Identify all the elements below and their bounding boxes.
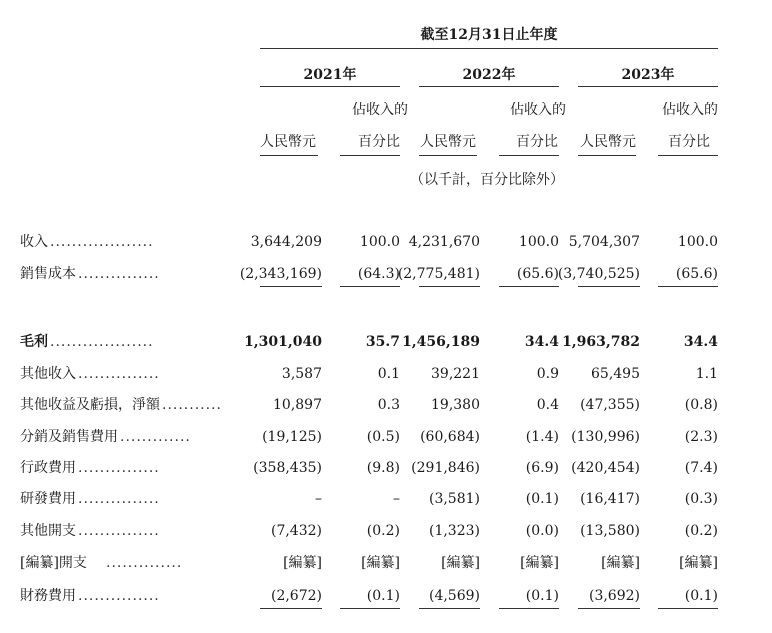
cell-value: – [315,491,322,507]
subtotal-rule [499,286,559,287]
cell-value: (0.1) [684,588,718,604]
row-dots: ............. [120,429,191,445]
rmb-header-2021: 人民幣元 [260,134,316,150]
pct-header-2021-l1: 佔收入的 [352,102,408,118]
cell-value: (0.2) [684,523,718,539]
col-rule-1 [260,155,318,156]
cell-value: 3,644,209 [250,234,322,250]
cell-value: (0.1) [525,491,559,507]
cell-value: (0.8) [684,397,718,413]
col-rule-5 [578,155,636,156]
year-2021: 2021年 [303,67,357,83]
row-dots: ............... [78,523,160,539]
row-dots: .............. [106,555,183,571]
cell-value: 1.1 [695,366,718,382]
rmb-header-2023: 人民幣元 [580,134,636,150]
cell-value: (0.3) [684,491,718,507]
cell-value: 1,963,782 [562,334,640,350]
subtotal-rule [499,608,559,609]
row-label: 其他收入 [20,366,76,382]
cell-value: 19,380 [431,397,480,413]
subtotal-rule [419,608,480,609]
row-label: 毛利 [20,334,48,350]
cell-value: (65.6) [516,266,559,282]
cell-value: 100.0 [677,234,718,250]
subtotal-rule [340,286,400,287]
cell-value: (60,684) [420,429,480,445]
cell-value: – [393,491,400,507]
cell-value: 5,704,307 [568,234,640,250]
unit-note: （以千計，百分比除外） [410,172,564,188]
cell-value: 100.0 [518,234,559,250]
cell-value: (2,343,169) [239,266,322,282]
pct-header-2023-l1: 佔收入的 [662,102,718,118]
cell-value: [編纂] [361,555,400,571]
cell-value: 3,587 [281,366,322,382]
cell-value: (16,417) [580,491,640,507]
cell-value: (0.1) [525,588,559,604]
cell-value: (291,846) [411,460,480,476]
pct-header-2022-l1: 佔收入的 [510,102,566,118]
subtotal-rule [340,608,400,609]
cell-value: (47,355) [580,397,640,413]
row-dots: ............... [78,491,160,507]
row-label: [編纂]開支 [20,555,87,571]
row-dots: ............... [78,266,160,282]
subtotal-rule [419,286,480,287]
col-rule-2 [340,155,400,156]
row-label: 銷售成本 [20,266,76,282]
subtotal-rule [260,608,322,609]
subtotal-rule [658,608,718,609]
cell-value: [編纂] [679,555,718,571]
cell-value: (13,580) [580,523,640,539]
rmb-header-2022: 人民幣元 [420,134,476,150]
cell-value: 35.7 [365,334,400,350]
pct-header-2022-l2: 百分比 [516,134,558,150]
year-rule-2021 [260,86,400,87]
period-header: 截至12月31日止年度 [420,27,558,43]
subtotal-rule [658,286,718,287]
cell-value: (1.4) [525,429,559,445]
cell-value: 100.0 [359,234,400,250]
cell-value: 34.4 [524,334,559,350]
cell-value: (19,125) [262,429,322,445]
cell-value: (0.2) [366,523,400,539]
cell-value: (0.5) [366,429,400,445]
cell-value: 4,231,670 [408,234,480,250]
cell-value: (3,740,525) [557,266,640,282]
cell-value: (3,581) [428,491,480,507]
year-rule-2022 [419,86,559,87]
cell-value: (2,775,481) [397,266,480,282]
col-rule-3 [419,155,477,156]
cell-value: (2,672) [270,588,322,604]
cell-value: (9.8) [366,460,400,476]
year-2023: 2023年 [621,67,675,83]
row-dots: ............... [78,366,160,382]
cell-value: (420,454) [571,460,640,476]
subtotal-rule [578,608,640,609]
cell-value: (358,435) [253,460,322,476]
cell-value: 0.4 [536,397,559,413]
row-dots: ................... [50,334,154,350]
cell-value: (0.1) [366,588,400,604]
cell-value: (65.6) [675,266,718,282]
row-label: 財務費用 [20,588,76,604]
row-label: 其他收益及虧損，淨額 [20,397,160,413]
row-dots: ........... [162,397,222,413]
cell-value: (2.3) [684,429,718,445]
cell-value: 0.9 [536,366,559,382]
pct-header-2023-l2: 百分比 [668,134,710,150]
cell-value: 34.4 [683,334,718,350]
row-dots: ................... [50,234,154,250]
cell-value: 0.1 [377,366,400,382]
cell-value: 65,495 [591,366,640,382]
row-label: 分銷及銷售費用 [20,429,118,445]
cell-value: 39,221 [431,366,480,382]
cell-value: (1,323) [428,523,480,539]
col-rule-6 [658,155,718,156]
cell-value: 1,456,189 [402,334,480,350]
cell-value: (3,692) [588,588,640,604]
cell-value: (7.4) [684,460,718,476]
row-label: 其他開支 [20,523,76,539]
year-2022: 2022年 [462,67,516,83]
cell-value: 0.3 [377,397,400,413]
year-rule-2023 [578,86,718,87]
header-rule [260,48,718,49]
cell-value: 10,897 [273,397,322,413]
cell-value: [編纂] [520,555,559,571]
row-label: 行政費用 [20,460,76,476]
cell-value: [編纂] [441,555,480,571]
cell-value: (7,432) [270,523,322,539]
row-label: 研發費用 [20,491,76,507]
cell-value: (64.3) [357,266,400,282]
col-rule-4 [499,155,559,156]
cell-value: [編纂] [283,555,322,571]
row-label: 收入 [20,234,48,250]
pct-header-2021-l2: 百分比 [358,134,400,150]
cell-value: (130,996) [571,429,640,445]
subtotal-rule [578,286,640,287]
row-dots: ............... [78,588,160,604]
cell-value: (4,569) [428,588,480,604]
cell-value: (0.0) [525,523,559,539]
cell-value: (6.9) [525,460,559,476]
row-dots: ............... [78,460,160,476]
cell-value: 1,301,040 [244,334,322,350]
subtotal-rule [260,286,322,287]
cell-value: [編纂] [601,555,640,571]
